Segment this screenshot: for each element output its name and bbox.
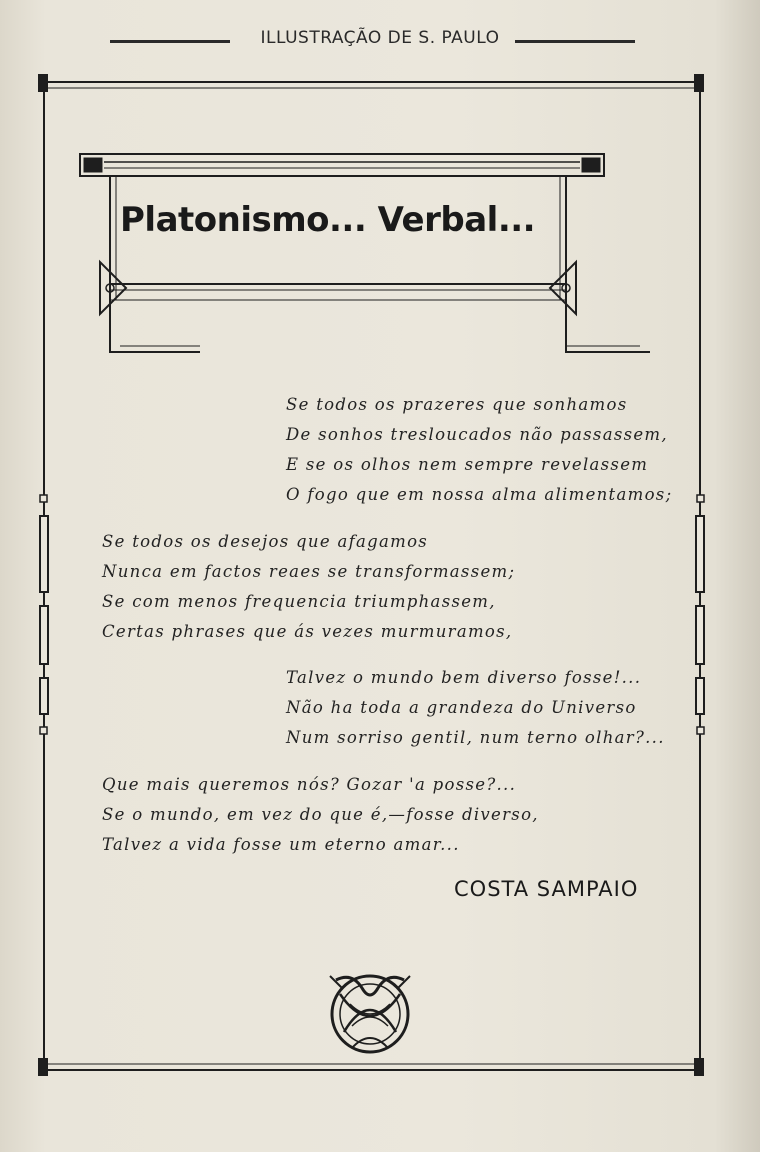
poem-line: Se com menos frequencia triumphassem, — [102, 592, 496, 611]
author-name: COSTA SAMPAIO — [454, 877, 639, 901]
poem-line: Não ha toda a grandeza do Universo — [286, 698, 637, 717]
poem-line: Certas phrases que ás vezes murmuramos, — [102, 622, 513, 641]
poem-line: Se o mundo, em vez do que é,—fosse diverso, — [102, 805, 539, 824]
celtic-knot-icon — [322, 968, 418, 1058]
poem-line: E se os olhos nem sempre revelassem — [286, 455, 649, 474]
poem-line: Que mais queremos nós? Gozar 'a posse?... — [102, 775, 517, 794]
poem-line: Se todos os prazeres que sonhamos — [286, 395, 628, 414]
poem-line: Talvez a vida fosse um eterno amar... — [102, 835, 460, 854]
poem-line: Talvez o mundo bem diverso fosse!... — [286, 668, 642, 687]
poem-title: Platonismo... Verbal... — [120, 200, 536, 240]
poem-line: De sonhos tresloucados não passassem, — [286, 425, 668, 444]
poem-line: Se todos os desejos que afagamos — [102, 532, 429, 551]
poem-line: O fogo que em nossa alma alimentamos; — [286, 485, 673, 504]
header-title: ILLUSTRAÇÃO DE S. PAULO — [260, 28, 500, 48]
title-box — [80, 154, 650, 352]
poem-line: Nunca em factos reaes se transformassem; — [102, 562, 516, 581]
poem-line: Num sorriso gentil, num terno olhar?... — [286, 728, 665, 747]
